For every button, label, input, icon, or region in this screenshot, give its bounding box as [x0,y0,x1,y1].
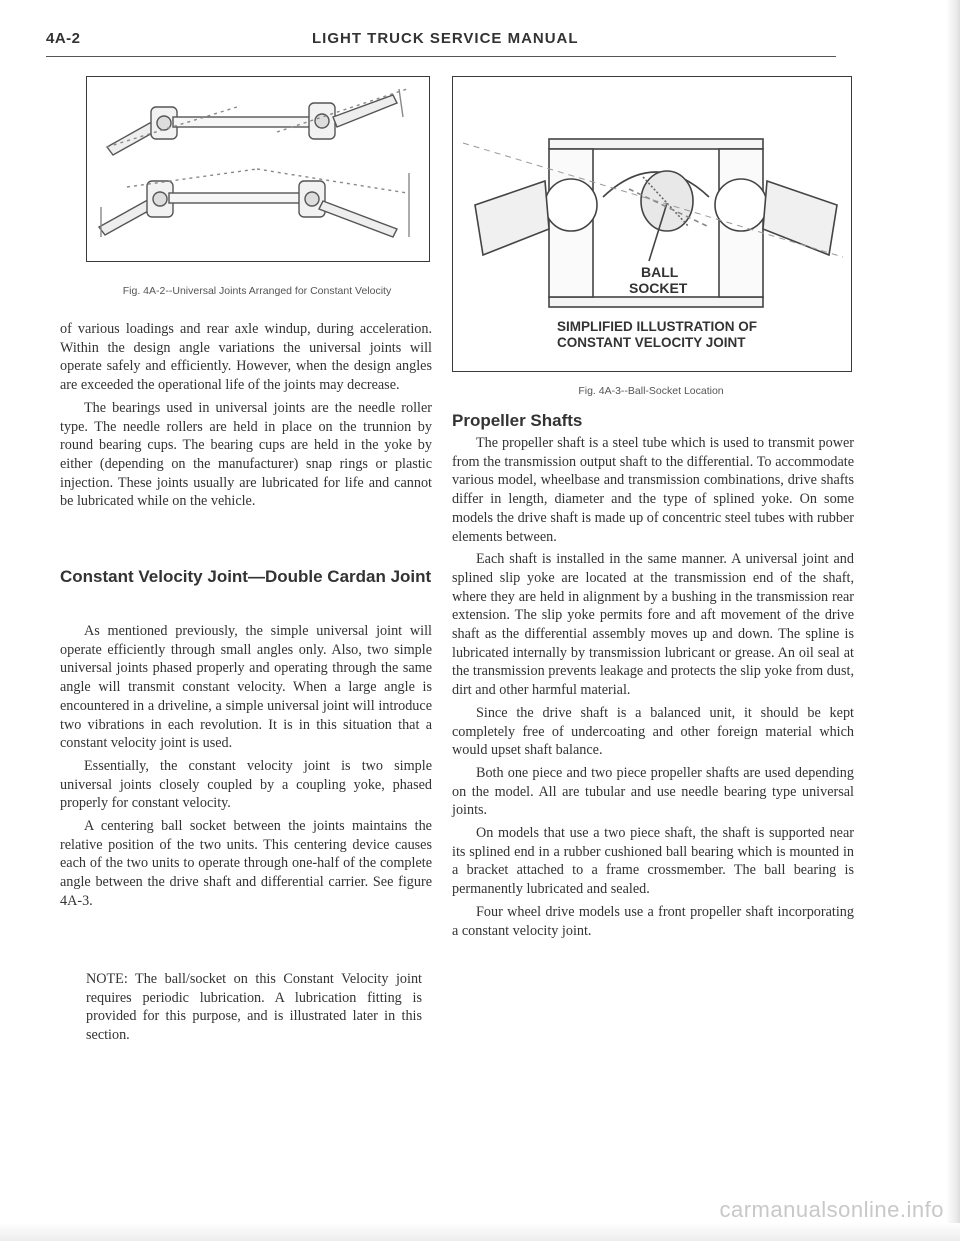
paragraph: of various loadings and rear axle windup, during acceleration. Within the design angle variations the universal joints will operate safely and efficiently. However, when the design angles are exceeded the operational life of the joints may decrease. [60,321,432,394]
figure-4a-3-caption: Fig. 4A-3--Ball-Socket Location [578,385,724,397]
paragraph: A centering ball socket between the joints maintains the relative position of the two units. This centering device causes each of the two units to operate through one-half of the complete angle between the drive shaft and differential carrier. See figure 4A-3. [60,818,432,909]
paragraph: Both one piece and two piece propeller shafts are used depending on the model. All are tubular and use needle bearing type universal joints. [452,764,854,819]
paragraph: The bearings used in universal joints are the needle roller type. The needle rollers are held in place on the trunnion by round bearing cups. The bearing cups are held in the yoke by either (depending on the manufacturer) snap rings or plastic injection. These joints usually are lubricated for life and cannot be lubricated while on the vehicle. [60,399,432,510]
page-number: 4A-2 [46,30,81,47]
illustration-title-line-1: SIMPLIFIED ILLUSTRATION OF [557,319,757,334]
left-intro-text [60,320,432,511]
paragraph: Four wheel drive models use a front propeller shaft incorporating a constant velocity joint. [452,903,854,939]
paragraph: As mentioned previously, the simple universal joint will operate efficiently through small angles only. Also, two simple universal joints phased properly and operating through the same angle will transmit constant velocity. When a large angle is encountered in a driveline, a simple universal joint will introduce two vibrations in each revolution. It is in this situation that a constant velocity joint is used. [60,623,432,752]
section-heading-constant-velocity: Constant Velocity Joint—Double Cardan Joint [60,567,432,586]
figure-4a-2-caption: Fig. 4A-2--Universal Joints Arranged for Constant Velocity [122,285,392,297]
figure-ball-socket [452,76,852,372]
watermark: carmanualsonline.info [719,1197,944,1222]
left-section-text [60,622,432,911]
lubrication-note: NOTE: The ball/socket on this Constant Velocity joint requires periodic lubrication. A lubrication fitting is provided for this purpose, and is illustrated later in this section. [86,971,422,1044]
label-ball: BALL [641,264,679,280]
paragraph: On models that use a two piece shaft, the shaft is supported near its splined end in a rubber cushioned ball bearing which is mounted in a bracket attached to a frame crossmember. The ball bearing is permanently lubricated and sealed. [452,825,854,898]
paragraph: Since the drive shaft is a balanced unit, it should be kept completely free of undercoating and other foreign material which would upset shaft balance. [452,704,854,759]
page-edge-shadow [946,0,960,1241]
page-bottom-shadow [0,1223,960,1241]
ball-socket-illustration [453,77,851,371]
page-header [46,30,846,52]
section-heading-propeller-shafts: Propeller Shafts [452,411,583,430]
paragraph: Each shaft is installed in the same manner. A universal joint and splined slip yoke are located at the transmission end of the shaft, where they are held in alignment by a bushing in the transmission rear extension. The slip yoke permits fore and aft movement of the drive shaft as the differential assembly moves up and down. The spline is lubricated internally by transmission lubricant or grease. An oil seal at the transmission prevents leakage and protects the slip yoke from dust, dirt and other harmful material. [452,551,854,699]
illustration-title-line-2: CONSTANT VELOCITY JOINT [557,335,746,350]
running-head-title: LIGHT TRUCK SERVICE MANUAL [312,30,579,47]
figure-universal-joints [86,76,430,262]
header-rule [46,56,836,57]
right-column-text [452,434,854,940]
paragraph: The propeller shaft is a steel tube which is used to transmit power from the transmission output shaft to the differential. To accommodate various model, wheelbase and transmission combinations, drive shafts differ in length, diameter and the type of splined yoke. On some models the drive shaft is made up of concentric steel tubes with rubber elements between. [452,435,854,545]
universal-joints-illustration [87,77,429,261]
paragraph: Essentially, the constant velocity joint is two simple universal joints closely coupled by a coupling yoke, phased properly for constant velocity. [60,757,432,812]
label-socket: SOCKET [629,280,688,296]
